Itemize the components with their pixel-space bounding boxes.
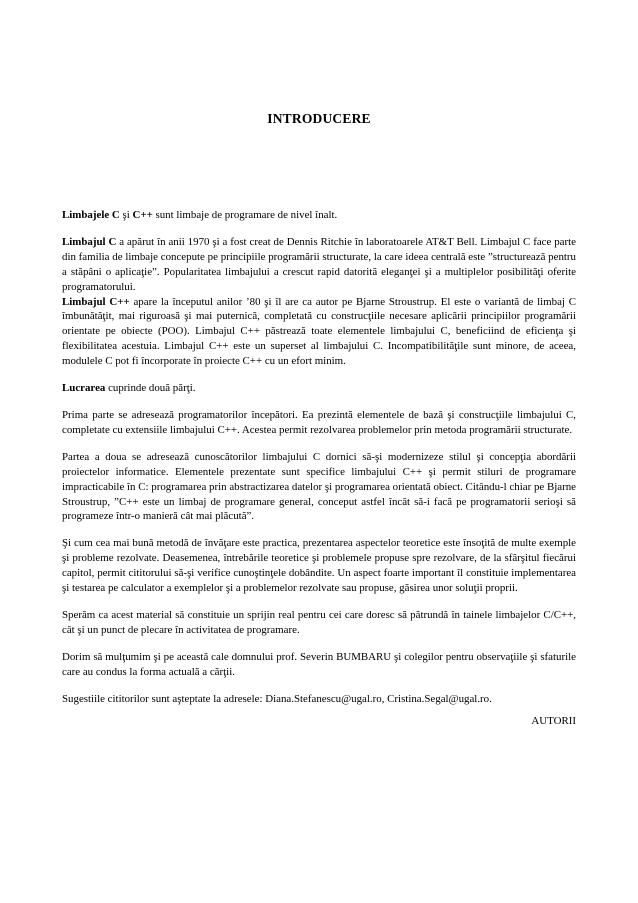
paragraph-limbajul-cpp	[62, 295, 576, 370]
paragraph-lucrarea	[62, 381, 576, 396]
paragraph-partea-doua: Partea a doua se adresează cunoscătorilor limbajului C dornici să-şi modernizeze stilul şi concepţia abordării proiectelor informatice. Elementele prezentate sunt specifice limbajului C++ şi permit stiluri de programare impracticabile în C: programarea prin abstractizarea datelor şi programarea orientată obiect. Citându-l chiar pe Bjarne Stroustrup, ”C++ este un limbaj de programare general, conceput astfel încât să-i facă pe programatorii serioşi să programeze într-o manieră cât mai plăcută”.	[62, 450, 576, 523]
paragraph-limbajul-c	[62, 235, 576, 295]
page-title: INTRODUCERE	[267, 111, 371, 126]
paragraph-text: şi	[119, 209, 133, 221]
paragraph-text: a apărut în anii 1970 şi a fost creat de Dennis Ritchie în laboratoarele AT&T Bell. Limbajul C face parte din familia de limbaje concepute pe principiile programării structurate, la care ideea centrală este ”structurează pentru a stăpâni o aplicaţie”. Popularitatea limbajului a crescut rapid datorită eleganţei şi a multiplelor posibilităţi oferite programatorului.	[62, 235, 576, 293]
paragraph-prima-parte: Prima parte se adresează programatorilor începători. Ea prezintă elementele de bază şi construcţiile limbajului C, completate cu extensiile limbajului C++. Acestea permit rezolvarea problemelor prin metoda programării structurate.	[62, 408, 576, 436]
bold-term: Limbajul C++	[62, 295, 130, 308]
paragraph-multumiri: Dorim să mulţumim şi pe această cale domnului prof. Severin BUMBARU şi colegilor pentru observaţiile şi sfaturile care au condus la forma actuală a cărţii.	[62, 650, 576, 678]
bold-term: Lucrarea	[62, 382, 106, 395]
paragraph-sugestii: Sugestiile cititorilor sunt aşteptate la adresele: Diana.Stefanescu@ugal.ro, Cristina.Segal@ugal.ro.	[62, 692, 492, 705]
paragraph-text: cuprinde două părţi.	[105, 382, 196, 395]
paragraph-practica: Şi cum cea mai bună metodă de învăţare este practica, prezentarea aspectelor teoretice este însoţită de multe exemple şi probleme rezolvate. Deasemenea, întrebările teoretice şi problemele propuse spre rezolvare, de la sfârşitul fiecărui capitol, permit cititorului să-şi verifice cunoştinţele dobândite. Un aspect foarte important îl constituie implementarea şi testarea pe calculator a exemplelor şi a problemelor rezolvate sau propuse, găsirea unor soluţii proprii.	[62, 537, 576, 595]
document-body	[62, 208, 576, 718]
paragraph-material: Sperăm ca acest material să constituie un sprijin real pentru cei care doresc să pătrundă în tainele limbajelor C/C++, cât şi un punct de plecare în activitatea de programare.	[62, 608, 576, 636]
paragraph-text: sunt limbaje de programare de nivel înalt.	[152, 209, 338, 221]
signature: AUTORII	[531, 715, 576, 727]
bold-term: Limbajele C	[62, 209, 120, 221]
bold-term: Limbajul C	[62, 235, 117, 248]
paragraph-intro	[62, 208, 576, 223]
bold-term: C++	[132, 209, 153, 221]
paragraph-text: apare la începutul anilor ’80 şi îl are ca autor pe Bjarne Stroustrup. El este o variantă de limbaj C îmbunătăţit, mai riguroasă şi mai puternică, completată cu construcţiile necesare aplicării principiilor programării orientate pe obiecte (POO). Limbajul C++ păstrează toate elementele limbajului C, beneficiind de eficienţa şi flexibilitatea acestuia. Limbajul C++ este un superset al limbajului C. Incompatibilităţile sunt minore, de aceea, modulele C pot fi încorporate în proiecte C++ cu un efort minim.	[62, 295, 576, 368]
